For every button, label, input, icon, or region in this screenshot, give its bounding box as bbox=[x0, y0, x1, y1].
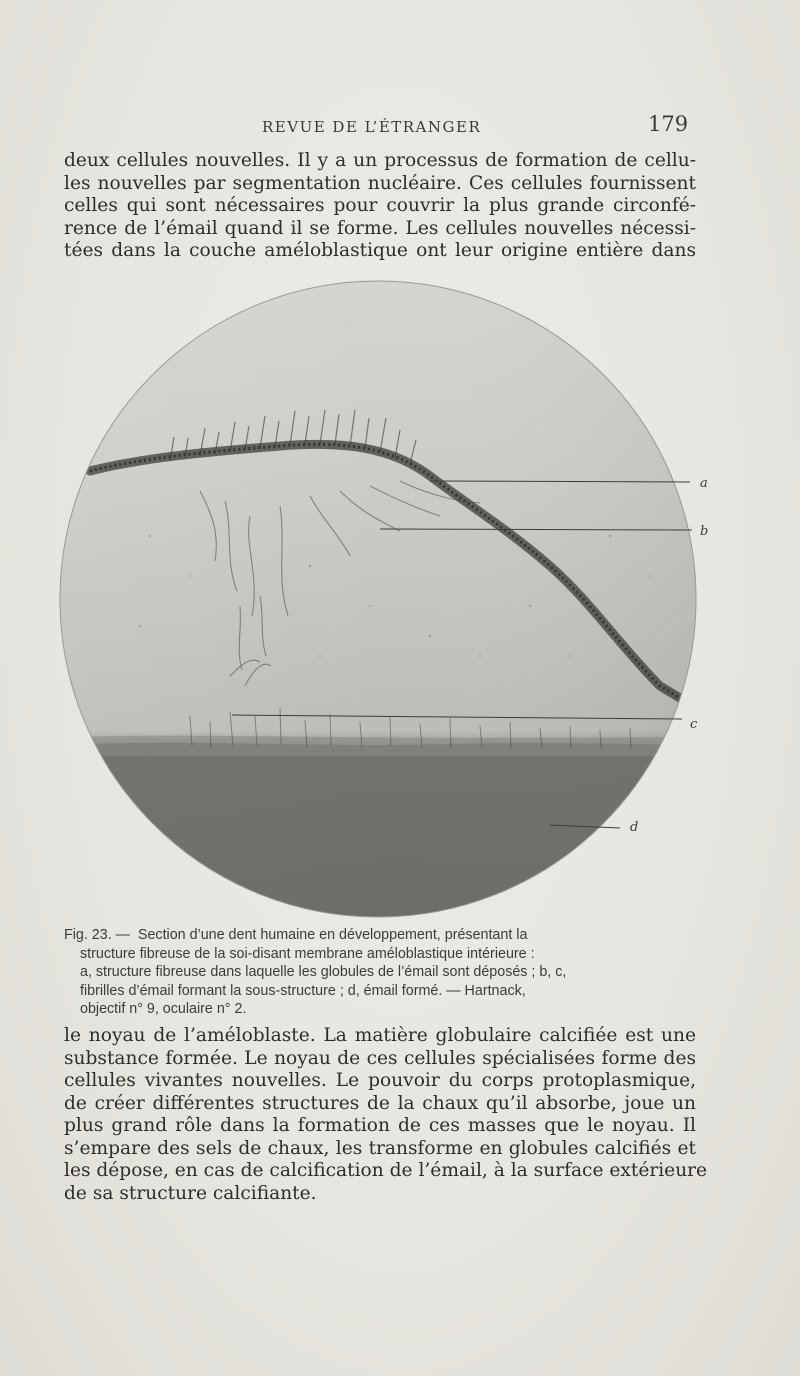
figure-label-c: c bbox=[690, 717, 698, 732]
text-line: de sa structure calcifiante. bbox=[64, 1182, 317, 1204]
caption-line bbox=[64, 926, 696, 945]
text-line: les dépose, en cas de calcification de l’émail, à la surface extérieure bbox=[64, 1160, 708, 1181]
text-line: de créer différentes structures de la chaux qu’il absorbe, joue un bbox=[64, 1092, 696, 1114]
text-line: tées dans la couche améloblastique ont leur origine entière dans bbox=[64, 240, 696, 261]
text-line: les nouvelles par segmentation nucléaire. Ces cellules fournissent bbox=[64, 172, 696, 194]
figure-number: Fig. 23. — bbox=[64, 927, 130, 943]
paragraph-top bbox=[64, 150, 696, 263]
page-number: 179 bbox=[648, 112, 689, 136]
text-line: rence de l’émail quand il se forme. Les cellules nouvelles nécessi- bbox=[64, 217, 696, 239]
text-line: le noyau de l’améloblaste. La matière globulaire calcifiée est une bbox=[64, 1025, 696, 1046]
text-line: cellules vivantes nouvelles. Le pouvoir du corps protoplasmique, bbox=[64, 1070, 696, 1091]
figure-label-b: b bbox=[700, 524, 709, 539]
caption-line: objectif n° 9, oculaire n° 2. bbox=[80, 1001, 247, 1018]
micrograph-illustration bbox=[50, 276, 740, 926]
figure-label-d: d bbox=[630, 820, 639, 835]
figure-label-a: a bbox=[700, 476, 708, 491]
text-line: celles qui sont nécessaires pour couvrir la plus grande circonfé- bbox=[64, 195, 696, 216]
figure-caption bbox=[64, 926, 696, 1019]
text-line: plus grand rôle dans la formation de ces masses que le noyau. Il bbox=[64, 1115, 696, 1136]
caption-line: a, structure fibreuse dans laquelle les globules de l’émail sont déposés ; b, c, bbox=[80, 964, 567, 981]
micrograph-figure bbox=[50, 276, 740, 926]
running-head: REVUE DE L’ÉTRANGER bbox=[262, 118, 482, 136]
text-line: s’empare des sels de chaux, les transforme en globules calcifiés et bbox=[64, 1137, 696, 1159]
text-line: substance formée. Le noyau de ces cellules spécialisées forme des bbox=[64, 1047, 696, 1069]
caption-line: structure fibreuse de la soi-disant membrane améloblastique intérieure : bbox=[80, 945, 535, 962]
paragraph-bottom bbox=[64, 1025, 708, 1205]
caption-line: fibrilles d’émail formant la sous-structure ; d, émail formé. — Hartnack, bbox=[80, 982, 526, 999]
text-line: deux cellules nouvelles. Il y a un processus de formation de cellu- bbox=[64, 150, 696, 171]
page-header bbox=[0, 112, 800, 146]
caption-text: Section d’une dent humaine en développement, présentant la bbox=[137, 927, 528, 943]
